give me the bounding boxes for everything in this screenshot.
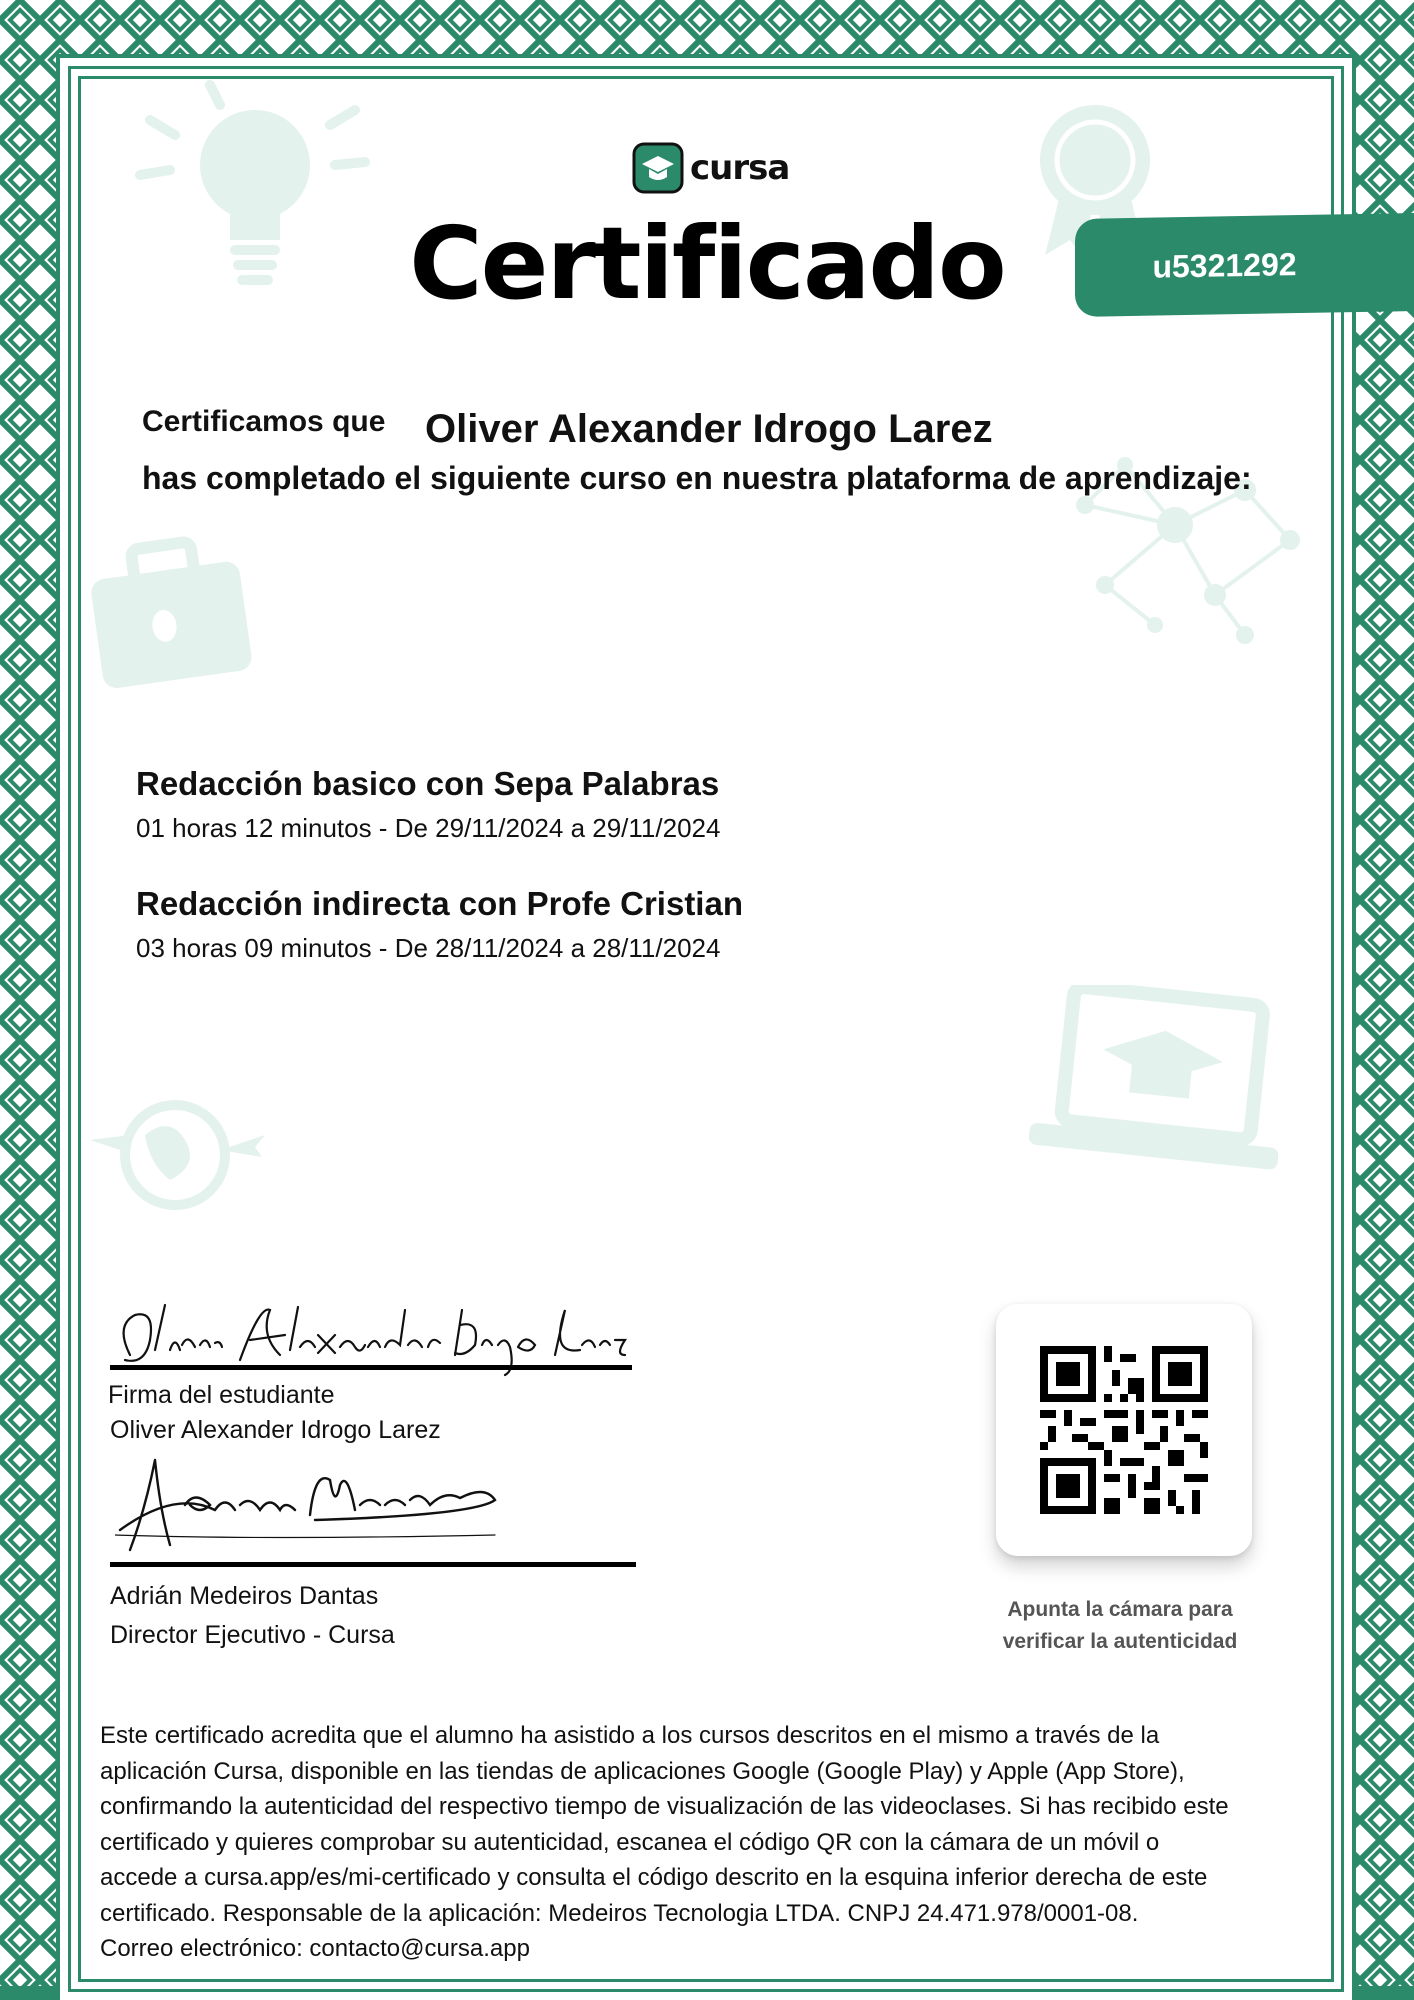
student-signature-line <box>110 1365 632 1370</box>
student-signature-label: Firma del estudiante <box>108 1381 335 1409</box>
footer-line: Correo electrónico: contacto@cursa.app <box>100 1935 530 1962</box>
certificate-code-badge <box>1075 213 1414 317</box>
brand-name: cursa <box>690 148 790 188</box>
director-signature <box>115 1450 515 1560</box>
director-name: Adrián Medeiros Dantas <box>110 1582 379 1610</box>
footer-line: confirmando la autenticidad del respectivo tiempo de visualización de las videoclases. Si has recibido este <box>100 1793 1229 1820</box>
qr-code-card <box>996 1304 1252 1556</box>
qr-caption-line1: Apunta la cámara para <box>1007 1598 1233 1621</box>
footer-line: certificado y quieres comprobar su autenticidad, escanea el código QR con la cámara de un móvil o <box>100 1828 1160 1856</box>
statement-line2: has completado el siguiente curso en nuestra plataforma de aprendizaje: <box>142 460 1252 496</box>
footer-line: accede a cursa.app/es/mi-certificado y consulta el código descrito en la esquina inferior derecha de este <box>100 1864 1208 1891</box>
course-item <box>136 885 743 964</box>
laptop-graduation-icon <box>1025 985 1285 1185</box>
course-item <box>136 765 720 844</box>
globe-travel-icon <box>90 1095 265 1220</box>
qr-code-icon <box>1040 1346 1208 1514</box>
student-name: Oliver Alexander Idrogo Larez <box>425 407 993 451</box>
page-title: Certificado <box>409 205 1005 322</box>
graduation-cap-logo-icon <box>632 142 684 194</box>
director-role: Director Ejecutivo - Cursa <box>110 1621 395 1649</box>
student-signature <box>110 1295 630 1385</box>
footer-line: certificado. Responsable de la aplicación: Medeiros Tecnologia LTDA. CNPJ 24.471.978/0001-08. <box>100 1899 1139 1927</box>
director-signature-line <box>110 1562 636 1567</box>
student-signer-name: Oliver Alexander Idrogo Larez <box>110 1416 441 1444</box>
course-meta: 03 horas 09 minutos - De 28/11/2024 a 28/11/2024 <box>136 933 721 963</box>
statement-prefix: Certificamos que <box>142 405 386 438</box>
certificate-code: u5321292 <box>1152 245 1297 285</box>
course-title: Redacción indirecta con Profe Cristian <box>136 885 743 922</box>
brand-logo <box>632 140 789 196</box>
footer-line: aplicación Cursa, disponible en las tiendas de aplicaciones Google (Google Play) y Apple (App Store), <box>100 1757 1185 1785</box>
footer-line: Este certificado acredita que el alumno ha asistido a los cursos descritos en el mismo a través de la <box>100 1722 1160 1749</box>
course-title: Redacción basico con Sepa Palabras <box>136 765 720 802</box>
course-meta: 01 horas 12 minutos - De 29/11/2024 a 29/11/2024 <box>136 813 721 843</box>
footer-legal-text <box>100 1718 1315 1967</box>
qr-caption <box>960 1594 1280 1658</box>
qr-caption-line2: verificar la autenticidad <box>1002 1630 1238 1653</box>
briefcase-icon <box>85 525 255 705</box>
